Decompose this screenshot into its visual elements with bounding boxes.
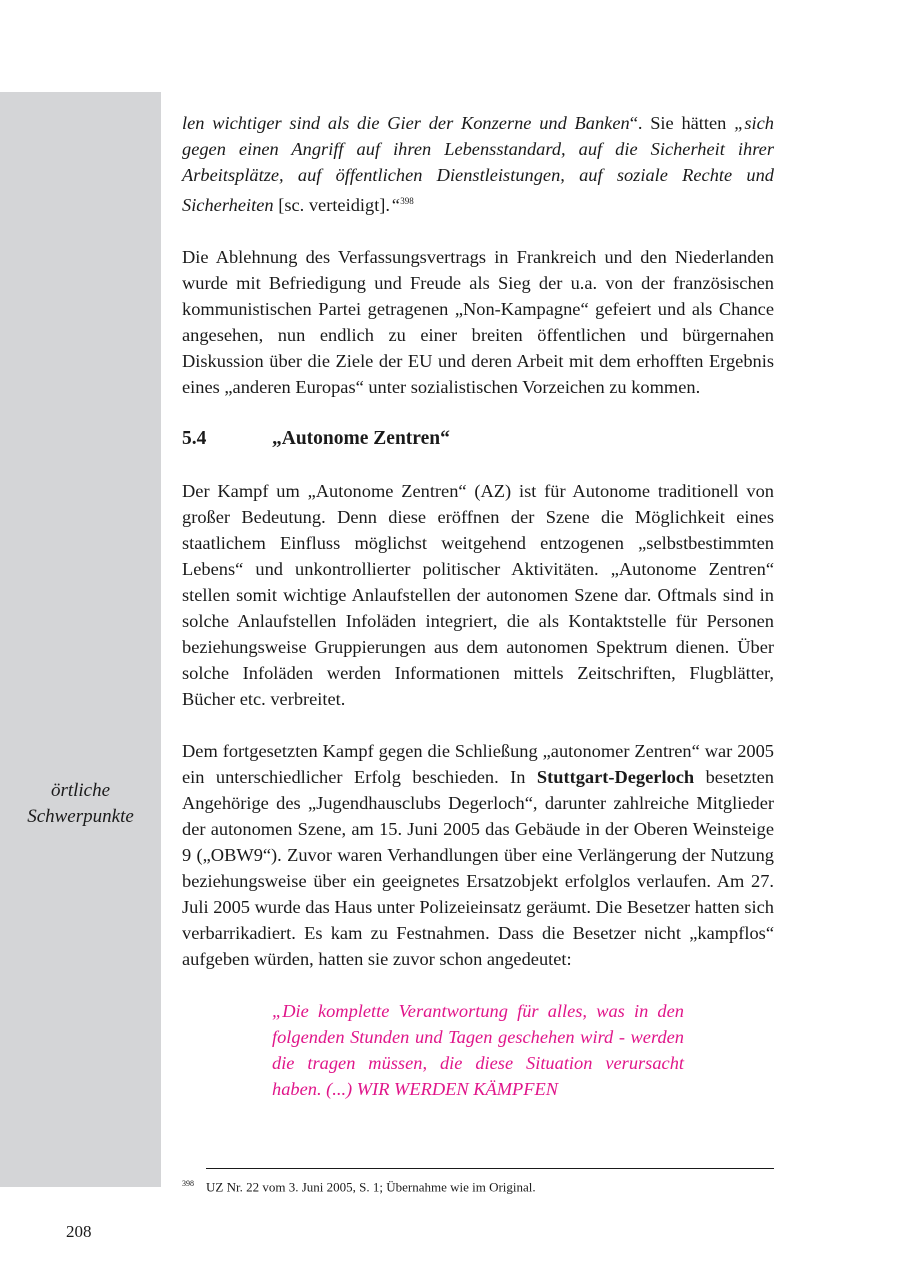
section-title: „Autonome Zentren“ — [272, 428, 450, 450]
paragraph — [182, 738, 774, 972]
text-fragment: “. Sie hätten — [629, 113, 735, 133]
quote-fragment: „sich gegen einen Angriff auf ihren Lebensstandard, auf die Sicherheit ihrer Arbeitsplätze, auf öffentlichen Dienstleistungen, auf soziale Rechte und Sicherheiten — [182, 113, 774, 216]
text-fragment: [sc. verteidigt]. — [273, 195, 391, 216]
margin-note-line2: Schwerpunkte — [27, 806, 134, 827]
footnote — [182, 1176, 536, 1195]
text-fragment: besetzten Angehörige des „Jugendhausclubs Degerloch“, darunter zahlreiche Mitglieder der autonomen Szene, am 15. Juni 2005 das Gebäude in der Oberen Weinsteige 9 („OBW9“). Zuvor waren Verhandlungen über eine Verlängerung der Nutzung beziehungsweise über ein geeignetes Ersatzobjekt erfolglos verlaufen. Am 27. Juli 2005 wurde das Haus unter Polizeieinsatz geräumt. Die Besetzer hatten sich verbarrikadiert. Es kam zu Festnahmen. Dass die Besetzer nicht „kampflos“ aufgeben würden, hatten sie zuvor schon angedeutet: — [182, 767, 775, 970]
margin-note-line1: örtliche — [50, 780, 111, 801]
paragraph: Der Kampf um „Autonome Zentren“ (AZ) ist für Autonome traditionell von großer Bedeutung. Denn diese eröffnen der Szene die Möglichkeit eines staatlichem Einfluss möglichst weitgehend entzogenen „selbstbestimmten Lebens“ und unkontrollierter politischer Aktivitäten. „Autonome Zentren“ stellen somit wichtige Anlaufstellen der autonomen Szene dar. Oftmals sind in solche Anlaufstellen Infoläden integriert, die als Kontaktstelle für Personen beziehungsweise Gruppierungen aus dem autonomen Spektrum dienen. Über solche Infoläden werden Informationen mittels Zeitschriften, Flugblätter, Bücher etc. verbreitet. — [182, 481, 774, 710]
quote-close: “ — [390, 195, 401, 216]
footnote-divider — [206, 1168, 774, 1169]
footnote-number: 398 — [182, 1179, 194, 1188]
margin-note — [0, 778, 161, 830]
block-quote: „Die komplette Verantwortung für alles, was in den folgenden Stunden und Tagen geschehen wird - werden die tragen müssen, die diese Situation verursacht haben. (...) WIR WERDEN KÄMPFEN — [272, 1001, 684, 1100]
footnote-text: UZ Nr. 22 vom 3. Juni 2005, S. 1; Übernahme wie im Original. — [206, 1179, 536, 1195]
margin-bar — [0, 92, 161, 1187]
paragraph: Die Ablehnung des Verfassungsvertrags in Frankreich und den Niederlanden wurde mit Befriedigung und Freude als Sieg der u.a. von der französischen kommunistischen Partei getragenen „Non-Kampagne“ gefeiert und als Chance angesehen, nun endlich zu einer breiten öffentlichen und bürgernahen Diskussion über die Ziele der EU und deren Arbeit mit dem erhofften Ergebnis eines „anderen Europas“ unter sozialistischen Vorzeichen zu kommen. — [182, 247, 774, 398]
section-number: 5.4 — [182, 428, 207, 450]
section-heading — [182, 426, 774, 452]
place-name: Stuttgart-Degerloch — [536, 767, 695, 788]
main-text — [182, 110, 774, 1102]
quote-fragment: len wichtiger sind als die Gier der Konzerne und Banken — [182, 113, 630, 133]
page-number: 208 — [66, 1222, 92, 1241]
text-fragment: Dem fortgesetzten Kampf gegen die Schließung „autonomer Zentren“ war 2005 ein unterschiedlicher Erfolg beschieden. In — [182, 741, 774, 788]
footnote-reference[interactable]: 398 — [400, 196, 414, 206]
paragraph-continuation — [182, 110, 774, 218]
